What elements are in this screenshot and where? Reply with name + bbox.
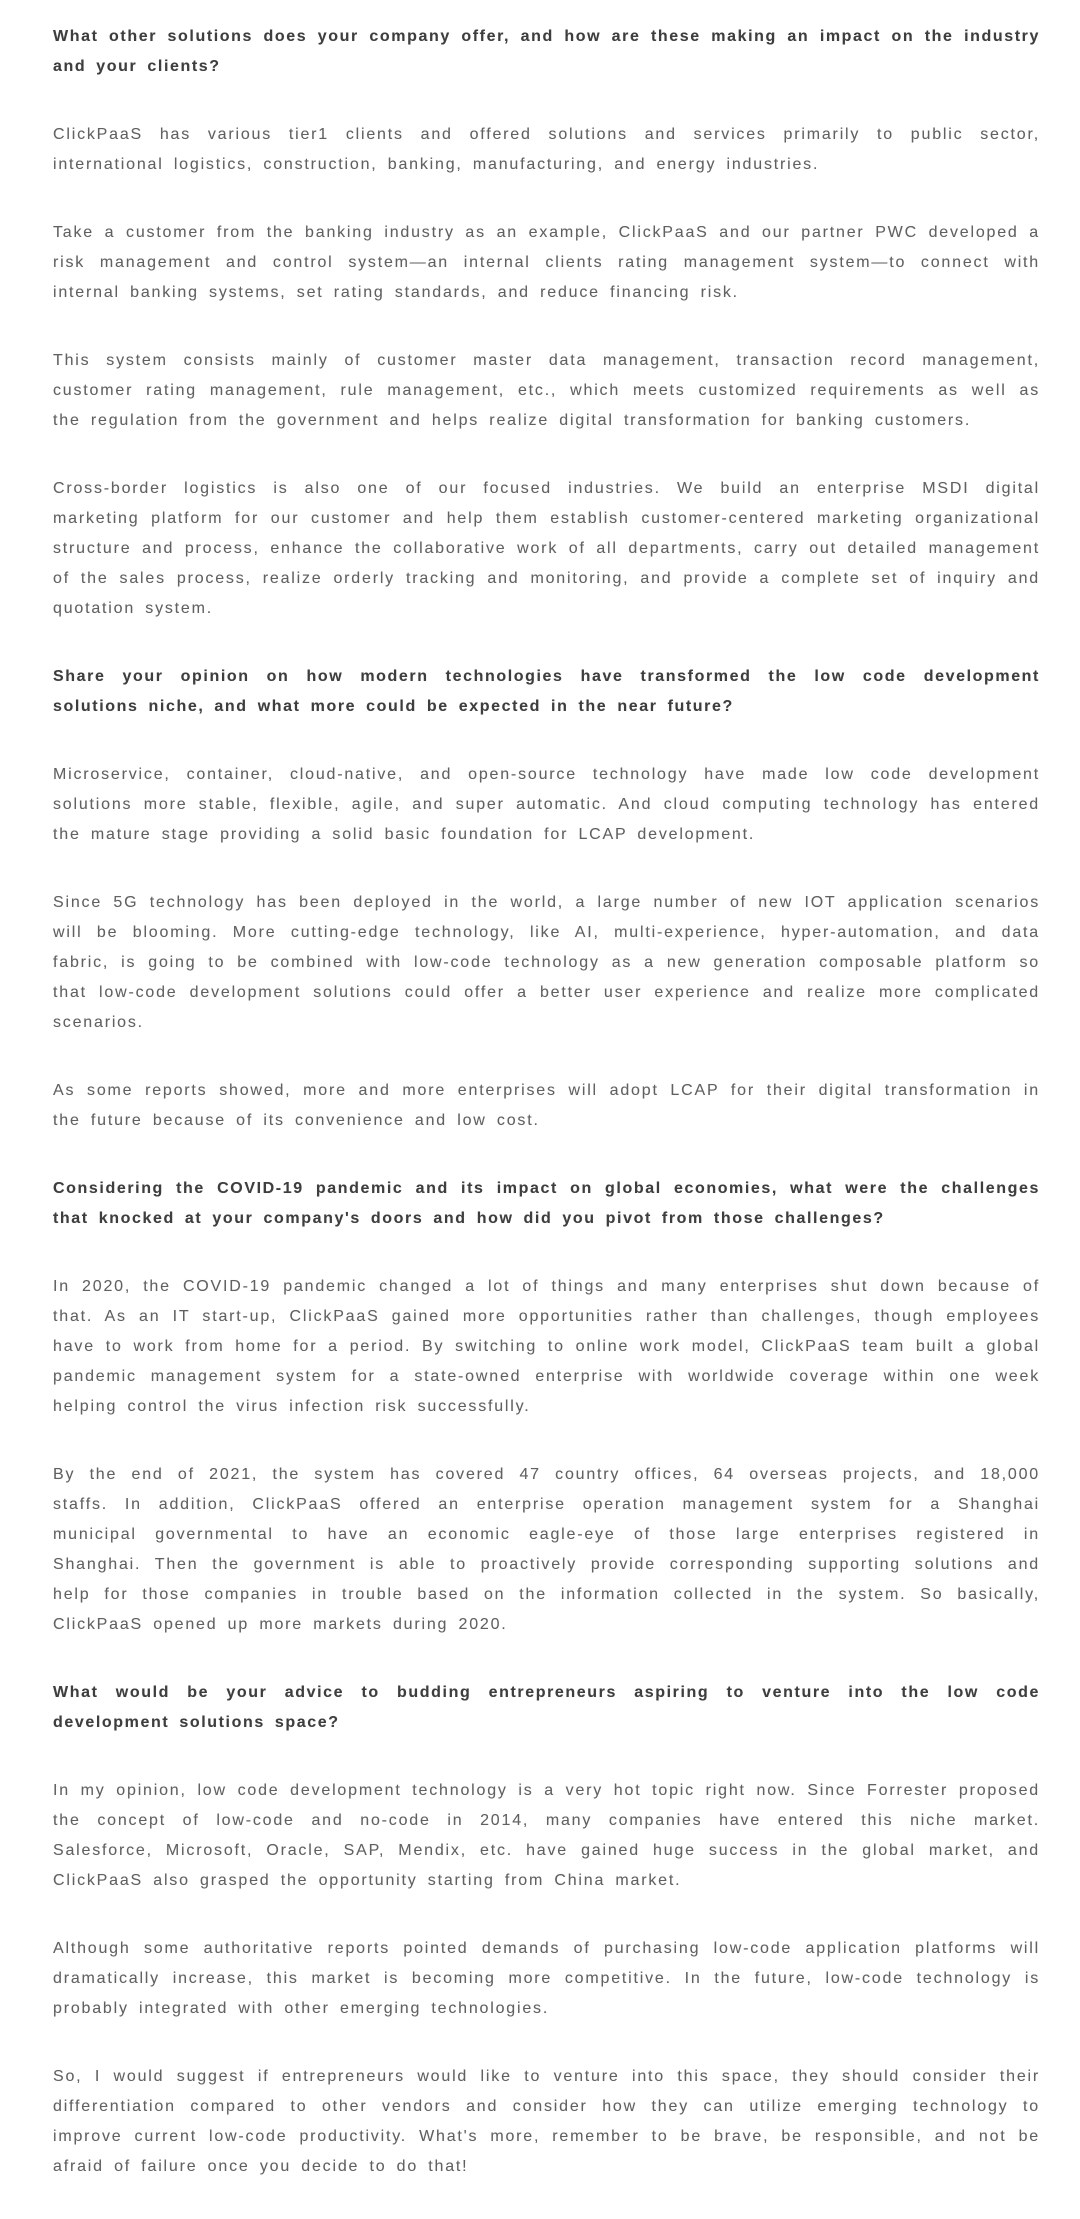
question-heading: Considering the COVID-19 pandemic and its impact on global economies, what were the challenges that knocked at your company's doors and how did you pivot from those challenges? bbox=[53, 1180, 1040, 1227]
answer-paragraph: Although some authoritative reports pointed demands of purchasing low-code application platforms will dramatically increase, this market is becoming more competitive. In the future, low-code technology is probably integrated with other emerging technologies. bbox=[53, 1940, 1040, 2017]
answer-paragraph: Microservice, container, cloud-native, and open-source technology have made low code development solutions more stable, flexible, agile, and super automatic. And cloud computing technology has entered the mature stage providing a solid basic foundation for LCAP development. bbox=[53, 766, 1040, 843]
answer-paragraph: Cross-border logistics is also one of our focused industries. We build an enterprise MSDI digital marketing platform for our customer and help them establish customer-centered marketing organizational structure and process, enhance the collaborative work of all departments, carry out detailed management of the sales process, realize orderly tracking and monitoring, and provide a complete set of inquiry and quotation system. bbox=[53, 480, 1040, 617]
answer-paragraph: By the end of 2021, the system has covered 47 country offices, 64 overseas projects, and 18,000 staffs. In addition, ClickPaaS offered an enterprise operation management system for a Shanghai municipal governmental to have an economic eagle-eye of those large enterprises registered in Shanghai. Then the government is able to proactively provide corresponding supporting solutions and help for those companies in trouble based on the information collected in the system. So basically, ClickPaaS opened up more markets during 2020. bbox=[53, 1466, 1040, 1633]
answer-paragraph: As some reports showed, more and more enterprises will adopt LCAP for their digital transformation in the future because of its convenience and low cost. bbox=[53, 1082, 1040, 1129]
answer-paragraph: In 2020, the COVID-19 pandemic changed a lot of things and many enterprises shut down because of that. As an IT start-up, ClickPaaS gained more opportunities rather than challenges, though employees have to work from home for a period. By switching to online work model, ClickPaaS team built a global pandemic management system for a state-owned enterprise with worldwide coverage within one week helping control the virus infection risk successfully. bbox=[53, 1278, 1040, 1415]
answer-paragraph: Since 5G technology has been deployed in the world, a large number of new IOT application scenarios will be blooming. More cutting-edge technology, like AI, multi-experience, hyper-automation, and data fabric, is going to be combined with low-code technology as a new generation composable platform so that low-code development solutions could offer a better user experience and realize more complicated scenarios. bbox=[53, 894, 1040, 1031]
answer-paragraph: This system consists mainly of customer master data management, transaction record management, customer rating management, rule management, etc., which meets customized requirements as well as the regulation from the government and helps realize digital transformation for banking customers. bbox=[53, 352, 1040, 429]
question-heading: What would be your advice to budding entrepreneurs aspiring to venture into the low code development solutions space? bbox=[53, 1684, 1040, 1731]
answer-paragraph: ClickPaaS has various tier1 clients and offered solutions and services primarily to public sector, international logistics, construction, banking, manufacturing, and energy industries. bbox=[53, 126, 1040, 173]
answer-paragraph: So, I would suggest if entrepreneurs would like to venture into this space, they should consider their differentiation compared to other vendors and consider how they can utilize emerging technology to improve current low-code productivity. What's more, remember to be brave, be responsible, and not be afraid of failure once you decide to do that! bbox=[53, 2068, 1040, 2175]
question-heading: What other solutions does your company offer, and how are these making an impact on the industry and your clients? bbox=[53, 28, 1040, 75]
answer-paragraph: Take a customer from the banking industry as an example, ClickPaaS and our partner PWC developed a risk management and control system—an internal clients rating management system—to connect with internal banking systems, set rating standards, and reduce financing risk. bbox=[53, 224, 1040, 301]
question-heading: Share your opinion on how modern technologies have transformed the low code development solutions niche, and what more could be expected in the near future? bbox=[53, 668, 1040, 715]
interview-article bbox=[53, 22, 1040, 2182]
answer-paragraph: In my opinion, low code development technology is a very hot topic right now. Since Forrester proposed the concept of low-code and no-code in 2014, many companies have entered this niche market. Salesforce, Microsoft, Oracle, SAP, Mendix, etc. have gained huge success in the global market, and ClickPaaS also grasped the opportunity starting from China market. bbox=[53, 1782, 1040, 1889]
